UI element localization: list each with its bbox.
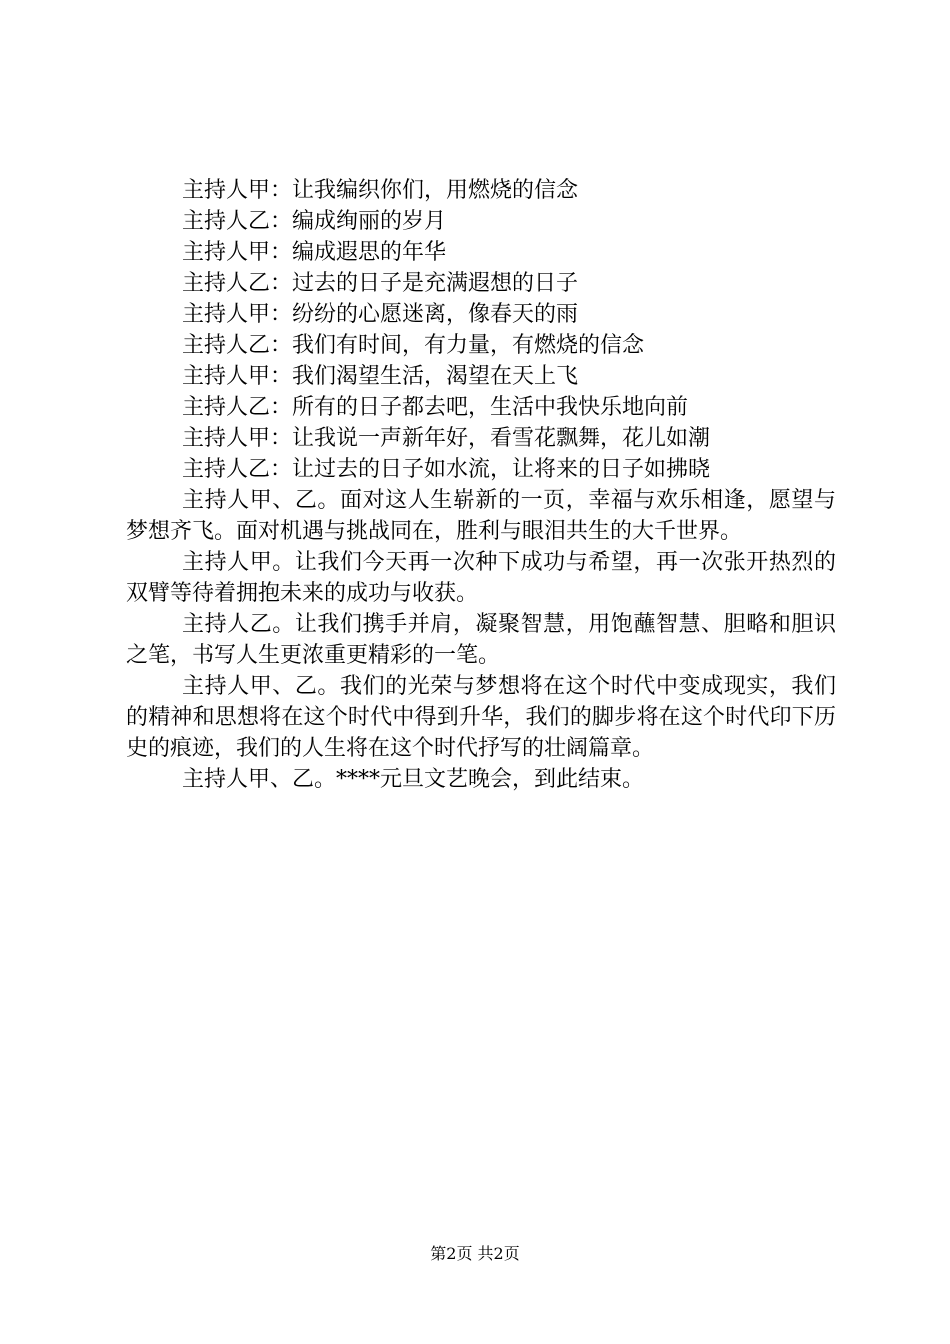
paragraph-1: 主持人甲：让我编织你们，用燃烧的信念 <box>182 178 579 203</box>
paragraph-4: 主持人乙：过去的日子是充满遐想的日子 <box>182 271 579 296</box>
paragraph-11: 主持人甲、乙。面对这人生崭新的一页，幸福与欢乐相逢，愿望与梦想齐飞。面对机遇与挑战同在，胜利与眼泪共生的大千世界。 <box>126 488 836 544</box>
paragraph-14: 主持人甲、乙。我们的光荣与梦想将在这个时代中变成现实，我们的精神和思想将在这个时代中得到升华，我们的脚步将在这个时代印下历史的痕迹，我们的人生将在这个时代抒写的壮阔篇章。 <box>126 674 836 761</box>
paragraph-10: 主持人乙：让过去的日子如水流，让将来的日子如拂晓 <box>182 457 711 482</box>
paragraph-15: 主持人甲、乙。****元旦文艺晚会，到此结束。 <box>182 767 645 792</box>
page-number-footer: 第2页 共2页 <box>430 1244 520 1263</box>
paragraph-9: 主持人甲：让我说一声新年好，看雪花飘舞，花儿如潮 <box>182 426 711 451</box>
paragraph-12: 主持人甲。让我们今天再一次种下成功与希望，再一次张开热烈的双臂等待着拥抱未来的成功与收获。 <box>126 550 836 606</box>
paragraph-6: 主持人乙：我们有时间，有力量，有燃烧的信念 <box>182 333 645 358</box>
paragraph-7: 主持人甲：我们渴望生活，渴望在天上飞 <box>182 364 579 389</box>
paragraph-5: 主持人甲：纷纷的心愿迷离，像春天的雨 <box>182 302 579 327</box>
paragraph-3: 主持人甲：编成遐思的年华 <box>182 240 447 265</box>
paragraph-8: 主持人乙：所有的日子都去吧，生活中我快乐地向前 <box>182 395 689 420</box>
paragraph-13: 主持人乙。让我们携手并肩，凝聚智慧，用饱蘸智慧、胆略和胆识之笔，书写人生更浓重更精彩的一笔。 <box>126 612 836 668</box>
paragraph-2: 主持人乙：编成绚丽的岁月 <box>182 209 447 234</box>
document-body <box>126 175 836 795</box>
